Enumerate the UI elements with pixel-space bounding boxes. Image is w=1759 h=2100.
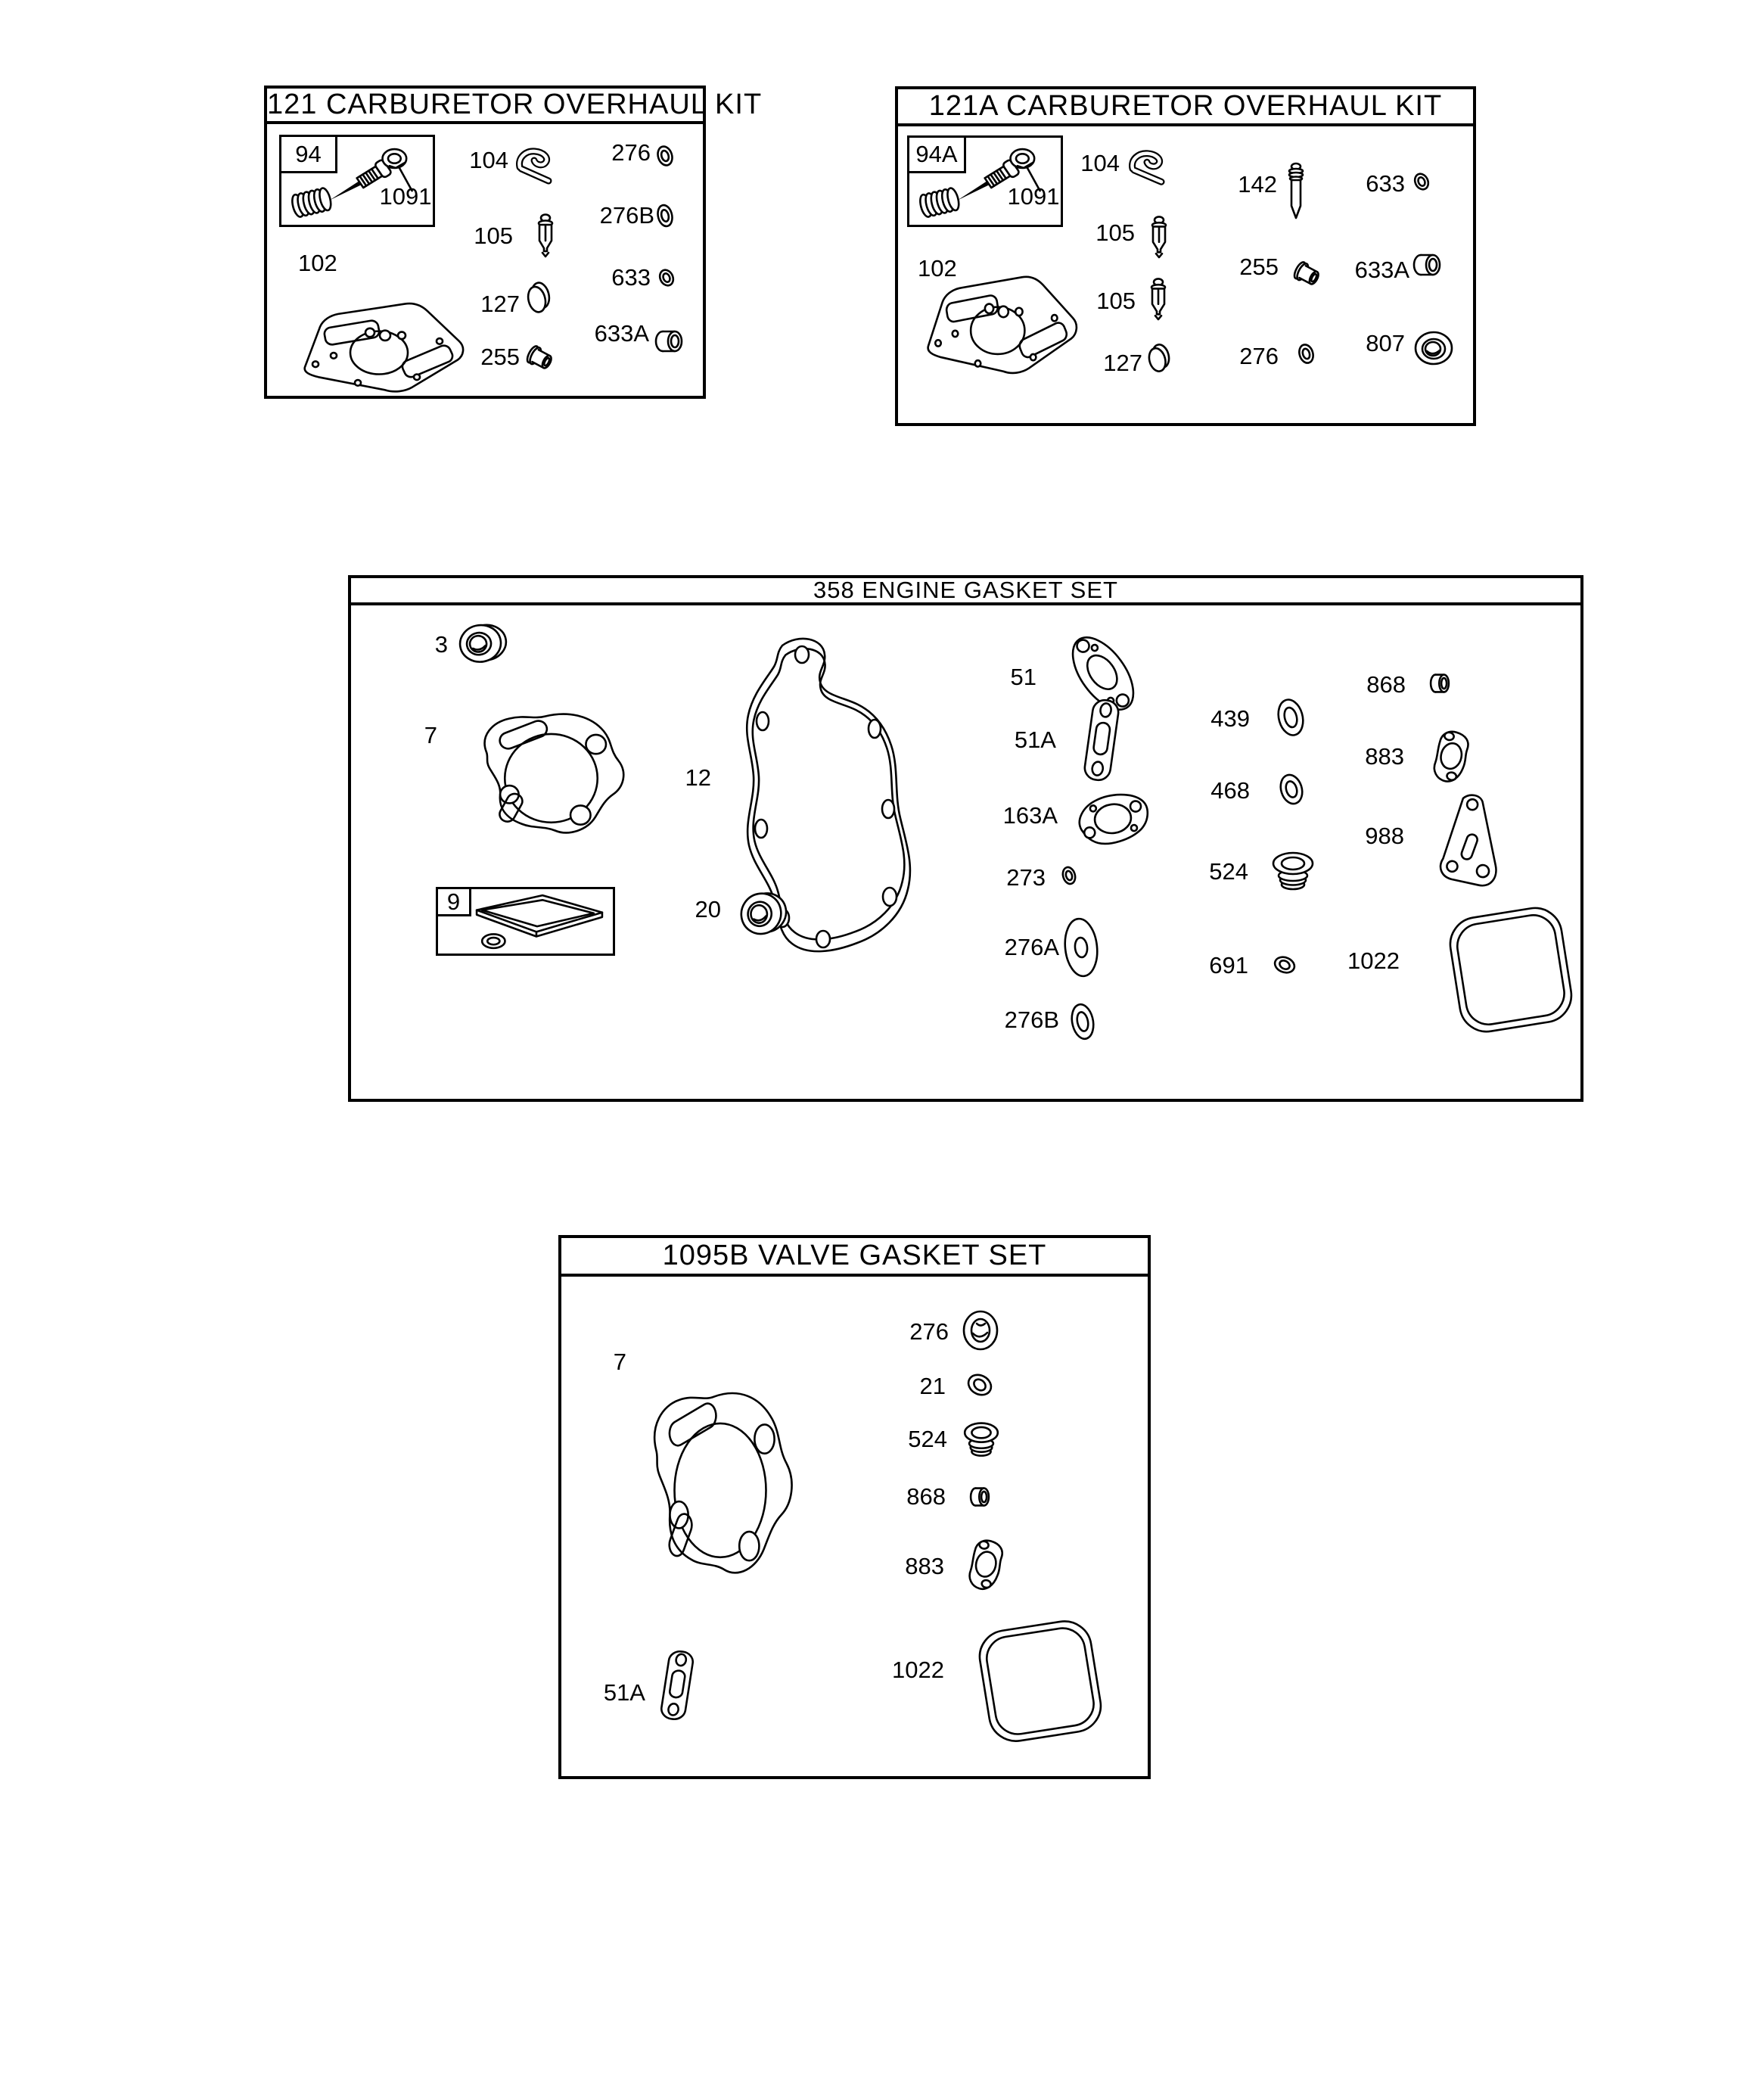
part-label-468: 468	[1210, 777, 1250, 804]
oil-seal-icon	[734, 888, 791, 938]
ring-washer-icon	[1412, 171, 1431, 192]
square-ring-icon	[963, 1611, 1113, 1752]
part-label-7: 7	[613, 1349, 626, 1375]
part-label-104: 104	[1080, 150, 1120, 176]
part-label-102: 102	[918, 255, 957, 282]
part-label-691: 691	[1209, 952, 1248, 978]
ring-washer-icon	[657, 267, 676, 288]
part-label-1022: 1022	[892, 1657, 944, 1683]
ring-washer-icon	[1273, 693, 1309, 742]
needle-valve-icon	[1148, 278, 1168, 320]
part-label-807: 807	[1366, 330, 1405, 356]
part-label-51A: 51A	[1014, 726, 1056, 753]
part-label-276: 276	[909, 1318, 949, 1345]
bushing-cyl-icon	[1429, 672, 1450, 695]
part-label-105: 105	[1096, 288, 1136, 314]
part-label-439: 439	[1210, 705, 1250, 732]
plug-threaded-icon	[962, 1420, 1001, 1460]
part-label-1091: 1091	[379, 183, 432, 210]
inset-label-9	[438, 889, 471, 916]
bracket-gasket-icon	[655, 1647, 699, 1723]
ring-washer-icon	[654, 201, 676, 230]
part-label-633: 633	[1366, 170, 1405, 197]
part-label-163A: 163A	[1002, 802, 1058, 829]
part-label-20: 20	[695, 896, 721, 922]
part-label-127: 127	[1103, 350, 1142, 376]
part-label-7: 7	[424, 722, 437, 748]
inset-label-text-94A: 94A	[915, 141, 958, 167]
inset-label-text-9: 9	[446, 888, 461, 915]
part-label-276: 276	[1239, 343, 1279, 369]
manifold-gasket-v-icon	[1429, 727, 1473, 786]
box-title-kit-121a: 121A CARBURETOR OVERHAUL KIT	[898, 89, 1473, 126]
part-label-12: 12	[685, 764, 711, 791]
part-label-276: 276	[611, 139, 651, 166]
bushing-cyl-icon	[654, 328, 684, 354]
part-label-1091: 1091	[1007, 183, 1060, 210]
part-label-105: 105	[1095, 219, 1135, 246]
part-label-255: 255	[480, 344, 520, 370]
ring-washer-icon	[963, 1371, 996, 1398]
part-label-524: 524	[908, 1426, 947, 1452]
bushing-cyl-icon	[969, 1486, 990, 1508]
box-title-valve-1095b: 1095B VALVE GASKET SET	[561, 1238, 1148, 1277]
part-label-104: 104	[469, 147, 508, 173]
part-label-51: 51	[1010, 664, 1036, 690]
part-label-633A: 633A	[594, 320, 649, 347]
part-label-883: 883	[905, 1553, 944, 1579]
grommet-port-icon	[962, 1310, 999, 1351]
part-label-127: 127	[480, 291, 520, 317]
part-label-276B: 276B	[599, 202, 654, 229]
oil-seal-icon	[452, 621, 511, 666]
part-label-276A: 276A	[1004, 934, 1059, 960]
part-label-633A: 633A	[1354, 257, 1409, 283]
part-label-868: 868	[906, 1483, 946, 1510]
part-label-3: 3	[434, 631, 448, 658]
box-title-gasket-358: 358 ENGINE GASKET SET	[351, 578, 1580, 605]
ring-washer-icon	[1067, 998, 1099, 1045]
part-label-255: 255	[1239, 254, 1279, 280]
part-label-883: 883	[1365, 743, 1404, 770]
part-label-21: 21	[919, 1373, 946, 1399]
grommet-big-icon	[1413, 330, 1454, 366]
part-label-868: 868	[1366, 671, 1406, 698]
ring-washer-icon	[1276, 770, 1307, 809]
bushing-cyl-icon	[1412, 252, 1442, 278]
ring-washer-icon	[1060, 864, 1078, 887]
part-label-988: 988	[1365, 823, 1404, 849]
inset-label-text-94: 94	[295, 140, 322, 167]
part-label-633: 633	[611, 264, 651, 291]
part-label-273: 273	[1006, 864, 1046, 891]
part-label-276B: 276B	[1004, 1006, 1059, 1033]
part-label-1022: 1022	[1347, 947, 1400, 974]
part-label-105: 105	[474, 222, 513, 249]
part-label-102: 102	[298, 250, 337, 276]
part-label-51A: 51A	[603, 1679, 645, 1706]
box-title-kit-121: 121 CARBURETOR OVERHAUL KIT	[267, 89, 703, 124]
manifold-gasket-v-icon	[965, 1536, 1007, 1594]
plug-threaded-icon	[1270, 850, 1316, 894]
square-ring-icon	[1434, 898, 1583, 1043]
ring-washer-icon	[654, 143, 676, 169]
part-label-142: 142	[1238, 171, 1277, 198]
tri-plate-icon	[1434, 792, 1504, 891]
part-label-524: 524	[1209, 858, 1248, 885]
